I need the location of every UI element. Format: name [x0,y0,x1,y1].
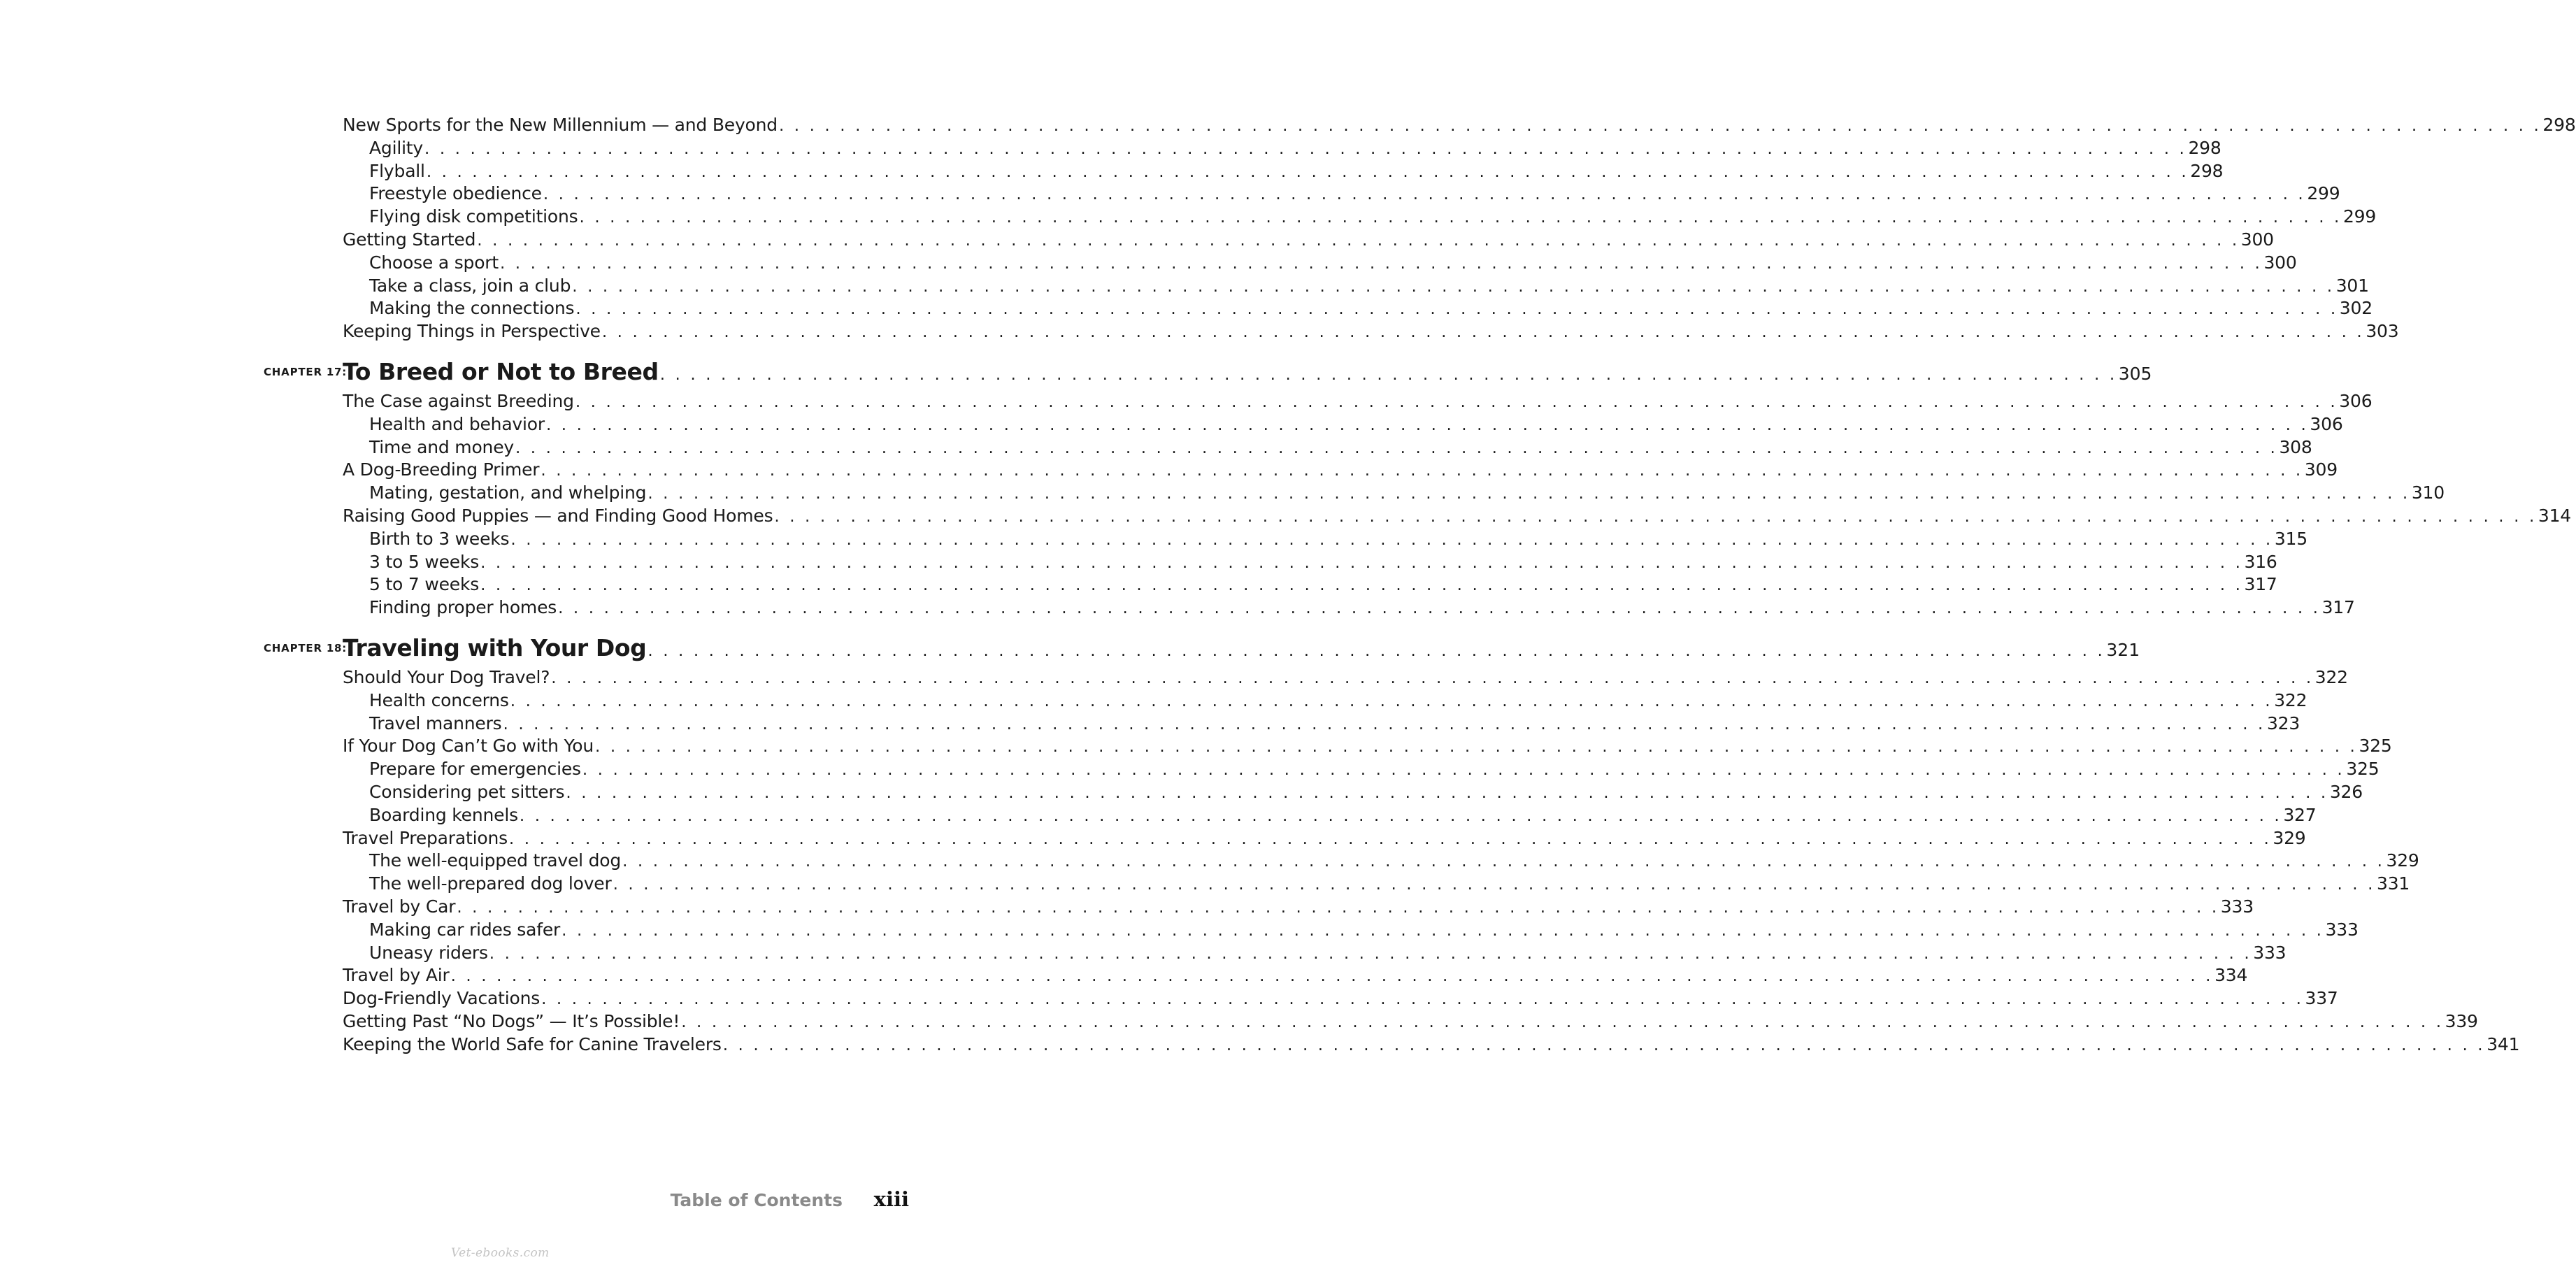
toc-entry[interactable] [343,459,2338,482]
toc-entry-title: Birth to 3 weeks [369,528,510,549]
dot-leader [723,1034,2485,1057]
toc-entry-title: Boarding kennels [369,804,518,825]
dot-leader [575,391,2338,414]
toc-entry-title: Dog-Friendly Vacations [343,988,541,1009]
dot-leader [500,252,2262,275]
toc-subentry[interactable] [343,850,2419,873]
toc-entry-page: 326 [2329,781,2363,802]
toc-entry-page: 325 [2346,759,2380,780]
toc-entry-page: 317 [2321,597,2355,618]
dot-leader [546,414,2308,437]
dot-leader [424,138,2187,161]
toc-entry-page: 303 [2366,321,2399,342]
toc-entry-page: 315 [2274,528,2307,549]
dot-leader [515,437,2277,460]
toc-entry-page: 329 [2273,827,2306,848]
dot-leader [427,161,2189,184]
toc-entry-title: Keeping Things in Perspective [343,321,601,342]
toc-subentry[interactable] [343,689,2307,713]
toc-entry-title: Travel Preparations [343,827,508,848]
toc-entry-page: 333 [2253,942,2287,963]
toc-subentry[interactable] [343,942,2287,965]
toc-subentry[interactable] [343,206,2377,229]
toc-subentry[interactable] [343,919,2359,942]
footer-section-title: Table of Contents [670,1190,843,1210]
table-of-contents [264,114,2576,1056]
toc-subentry[interactable] [343,873,2410,896]
toc-entry[interactable] [343,505,2571,528]
toc-entry-page: 341 [2486,1033,2520,1054]
dot-leader [582,759,2345,782]
toc-entry-page: 337 [2305,988,2338,1009]
toc-subentry[interactable] [343,297,2373,320]
toc-entry-page: 300 [2240,229,2274,250]
toc-entry-page: 339 [2445,1010,2478,1031]
dot-leader [541,459,2303,482]
dot-leader [681,1011,2443,1034]
toc-entry-page: 302 [2339,298,2373,319]
chapter-title: Traveling with Your Dog [343,634,647,661]
toc-entry-title: Mating, gestation, and whelping [369,482,647,503]
dot-leader [520,805,2282,828]
toc-entry-page: 327 [2283,804,2317,825]
toc-entry-page: 322 [2274,689,2307,710]
toc-entry-title: Freestyle obedience [369,183,542,204]
dot-leader [774,506,2536,529]
toc-entry-title: Uneasy riders [369,942,488,963]
toc-entry[interactable] [343,987,2338,1010]
toc-entry-title: Raising Good Puppies — and Finding Good Homes [343,505,773,526]
toc-entry-page: 300 [2263,252,2297,273]
toc-entry-title: Making car rides safer [369,919,561,940]
toc-entry-page: 314 [2538,505,2571,526]
chapter-page: 321 [2106,639,2140,660]
toc-entry-title: Time and money [369,436,514,457]
dot-leader [457,896,2219,919]
toc-entry-page: 298 [2542,115,2576,135]
toc-entry-page: 309 [2304,459,2338,480]
toc-entry-page: 329 [2386,850,2419,871]
toc-subentry[interactable] [343,482,2445,505]
toc-entry-page: 317 [2244,574,2277,595]
toc-entry[interactable] [343,1010,2478,1033]
toc-entry-page: 334 [2214,965,2248,986]
toc-entry-page: 306 [2310,413,2343,434]
toc-subentry[interactable] [343,137,2221,160]
toc-entry-title: Keeping the World Safe for Canine Travelers [343,1033,722,1054]
toc-entry-page: 301 [2335,275,2369,296]
toc-entry[interactable] [343,827,2306,850]
chapter-label: CHAPTER 17: [264,365,348,378]
toc-entry-title: New Sports for the New Millennium — and Beyond [343,115,778,135]
dot-leader [575,298,2338,321]
dot-leader [558,597,2320,620]
dot-leader [613,873,2375,896]
toc-entry-title: Finding proper homes [369,597,557,618]
dot-leader [503,713,2266,736]
toc-entry[interactable] [343,896,2254,919]
footer-page-number: xiii [873,1187,909,1211]
toc-entry-title: Should Your Dog Travel? [343,666,550,687]
toc-entry-title: If Your Dog Can’t Go with You [343,736,594,757]
toc-entry-page: 316 [2244,551,2277,572]
toc-entry-title: Travel manners [369,713,502,733]
chapter-page: 305 [2118,363,2152,384]
dot-leader [543,183,2305,206]
dot-leader [622,850,2384,873]
page-footer [0,1187,909,1215]
toc-entry[interactable] [343,390,2373,413]
chapter-heading[interactable] [264,634,2140,662]
toc-entry-title: Considering pet sitters [369,781,565,802]
dot-leader [541,988,2303,1011]
toc-entry[interactable] [343,964,2248,987]
toc-entry[interactable] [343,114,2576,137]
toc-entry-title: Agility [369,137,424,158]
dot-leader [509,828,2271,851]
toc-entry-page: 333 [2220,896,2254,917]
dot-leader [451,965,2213,988]
toc-subentry[interactable] [343,713,2300,736]
toc-entry-title: Take a class, join a club [369,275,571,296]
toc-entry-title: Getting Started [343,229,476,250]
toc-entry-title: Health and behavior [369,413,545,434]
toc-subentry[interactable] [343,275,2369,298]
dot-leader [595,736,2357,759]
toc-entry-title: Getting Past “No Dogs” — It’s Possible! [343,1010,680,1031]
toc-subentry[interactable] [343,182,2340,206]
toc-entry-title: Travel by Car [343,896,456,917]
toc-entry-title: 3 to 5 weeks [369,551,480,572]
toc-entry-page: 310 [2411,482,2445,503]
toc-entry-page: 308 [2279,436,2312,457]
toc-subentry[interactable] [343,804,2317,827]
dot-leader [561,919,2324,943]
dot-leader [580,206,2342,229]
toc-entry-title: Flyball [369,160,425,181]
toc-entry-title: The Case against Breeding [343,390,574,411]
toc-subentry[interactable] [343,758,2380,781]
toc-entry-title: Travel by Air [343,965,450,986]
watermark-logo: Vet-ebooks.com [451,1246,550,1260]
chapter-label: CHAPTER 18: [264,641,348,654]
toc-entry-title: Making the connections [369,298,575,319]
toc-subentry[interactable] [343,551,2277,574]
dot-leader [566,782,2328,805]
toc-entry-page: 306 [2339,390,2373,411]
dot-leader [647,637,2105,665]
dot-leader [551,667,2313,690]
toc-entry-title: Prepare for emergencies [369,759,581,780]
dot-leader [480,552,2242,575]
toc-entry-page: 299 [2307,183,2340,204]
dot-leader [477,229,2239,252]
toc-entry-page: 325 [2359,736,2392,757]
toc-entry[interactable] [343,229,2274,252]
dot-leader [510,529,2273,552]
toc-subentry[interactable] [343,573,2277,596]
dot-leader [647,482,2410,506]
toc-subentry[interactable] [343,252,2297,275]
toc-entry-title: 5 to 7 weeks [369,574,480,595]
toc-entry-title: Flying disk competitions [369,206,578,227]
toc-entry-title: Choose a sport [369,252,499,273]
chapter-heading[interactable] [264,357,2152,386]
toc-entry-title: The well-equipped travel dog [369,850,622,871]
toc-entry-title: A Dog-Breeding Primer [343,459,540,480]
toc-subentry[interactable] [343,160,2224,183]
toc-entry[interactable] [343,735,2392,758]
toc-entry[interactable] [343,666,2348,689]
chapter-title: To Breed or Not to Breed [343,357,659,385]
dot-leader [602,321,2364,344]
toc-entry-title: The well-prepared dog lover [369,873,612,894]
toc-entry-page: 299 [2342,206,2377,227]
toc-entry[interactable] [343,320,2399,343]
toc-entry-page: 323 [2266,713,2300,733]
toc-entry[interactable] [343,1033,2520,1057]
dot-leader [489,943,2252,966]
toc-entry-page: 322 [2314,666,2348,687]
toc-subentry[interactable] [343,781,2363,804]
toc-entry-page: 331 [2377,873,2410,894]
dot-leader [480,574,2242,597]
toc-entry-page: 333 [2325,919,2359,940]
dot-leader [779,115,2541,138]
dot-leader [572,275,2334,299]
toc-entry-title: Health concerns [369,689,509,710]
toc-entry-page: 298 [2188,137,2221,158]
toc-subentry[interactable] [343,528,2307,551]
toc-entry-page: 298 [2190,160,2224,181]
toc-subentry[interactable] [343,436,2312,459]
dot-leader [510,690,2273,713]
dot-leader [660,361,2117,389]
toc-subentry[interactable] [343,596,2355,620]
toc-subentry[interactable] [343,413,2343,436]
